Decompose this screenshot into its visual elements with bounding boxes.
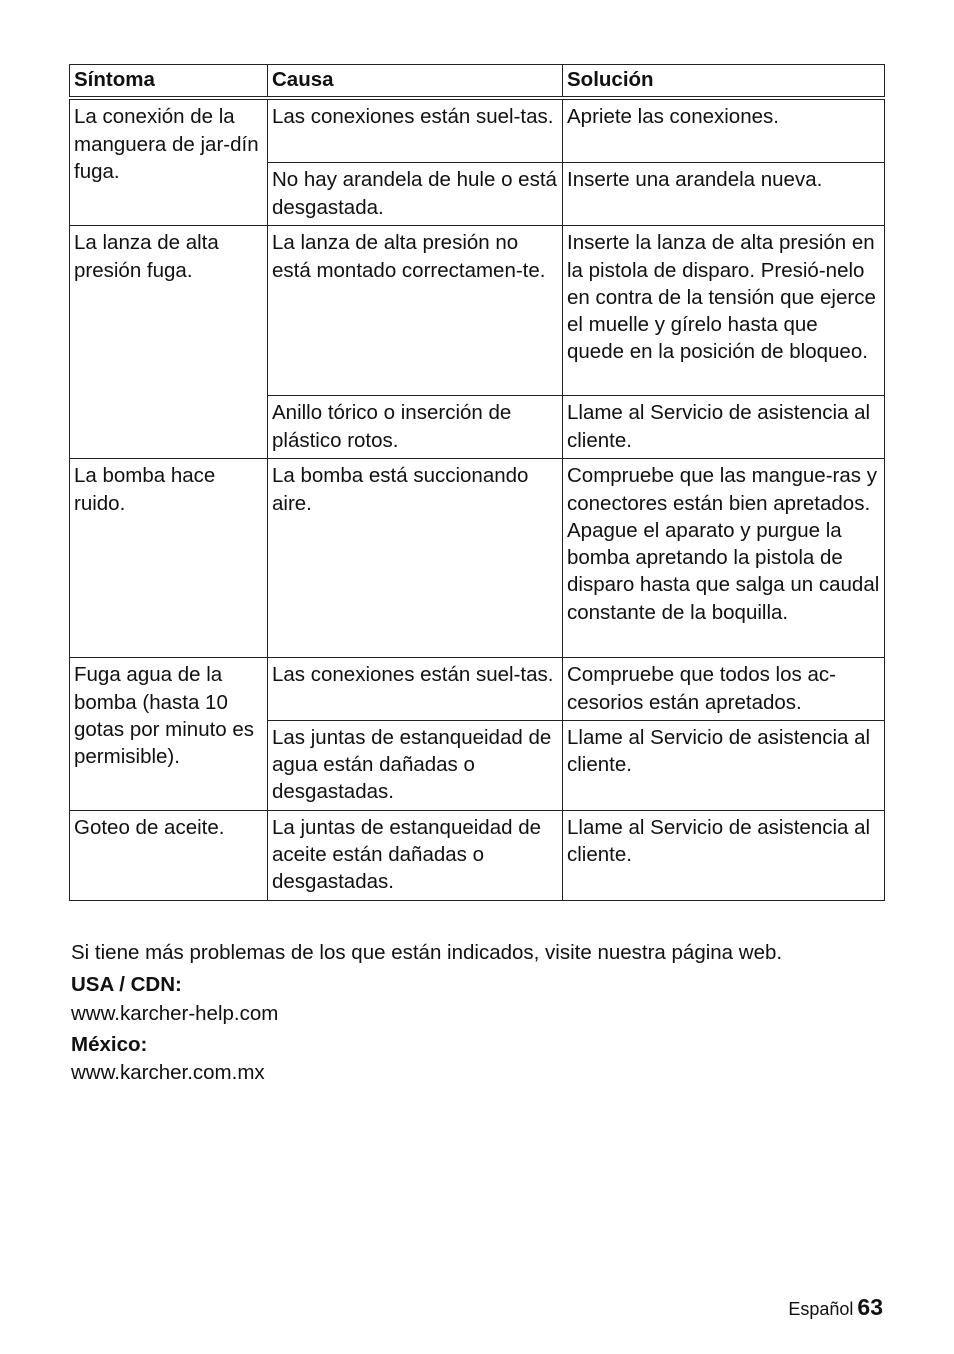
page-footer: [788, 1294, 883, 1321]
table-row: [70, 226, 885, 396]
solution-cell: Inserte una arandela nueva.: [563, 163, 885, 226]
solution-cell: Apriete las conexiones.: [563, 98, 885, 163]
table-row: [70, 658, 885, 721]
cause-cell: Las juntas de estanqueidad de agua están dañadas o desgastadas.: [268, 720, 563, 810]
symptom-cell: La bomba hace ruido.: [70, 459, 268, 658]
solution-cell: Llame al Servicio de asistencia al cliente.: [563, 810, 885, 900]
header-symptom: Síntoma: [70, 65, 268, 99]
header-cause: Causa: [268, 65, 563, 99]
page-number: 63: [857, 1294, 883, 1320]
symptom-cell: La conexión de la manguera de jar-dín fuga.: [70, 98, 268, 226]
mexico-website-link[interactable]: www.karcher.com.mx: [71, 1061, 265, 1084]
mexico-label: México:: [71, 1033, 148, 1056]
cause-cell: No hay arandela de hule o está desgastada.: [268, 163, 563, 226]
solution-cell: Llame al Servicio de asistencia al cliente.: [563, 720, 885, 810]
symptom-cell: Goteo de aceite.: [70, 810, 268, 900]
table-row: [70, 98, 885, 163]
symptom-cell: La lanza de alta presión fuga.: [70, 226, 268, 459]
symptom-cell: Fuga agua de la bomba (hasta 10 gotas por minuto es permisible).: [70, 658, 268, 811]
table-row: [70, 810, 885, 900]
cause-cell: La bomba está succionando aire.: [268, 459, 563, 658]
cause-cell: La lanza de alta presión no está montado correctamen-te.: [268, 226, 563, 396]
table-row: [70, 459, 885, 658]
cause-cell: Anillo tórico o inserción de plástico rotos.: [268, 396, 563, 459]
cause-cell: Las conexiones están suel-tas.: [268, 658, 563, 721]
solution-cell: Llame al Servicio de asistencia al cliente.: [563, 396, 885, 459]
header-solution: Solución: [563, 65, 885, 99]
solution-cell: Inserte la lanza de alta presión en la pistola de disparo. Presió-nelo en contra de la tensión que ejerce el muelle y gírelo hasta que quede en la posición de bloqueo.: [563, 226, 885, 396]
usa-label: USA / CDN:: [71, 973, 182, 996]
help-note: Si tiene más problemas de los que están indicados, visite nuestra página web.: [71, 941, 783, 964]
table-header-row: [70, 65, 885, 99]
cause-cell: La juntas de estanqueidad de aceite están dañadas o desgastadas.: [268, 810, 563, 900]
solution-cell: Compruebe que todos los ac-cesorios están apretados.: [563, 658, 885, 721]
solution-cell: Compruebe que las mangue-ras y conectores están bien apretados. Apague el aparato y purgue la bomba apretando la pistola de disparo hasta que salga un caudal constante de la boquilla.: [563, 459, 885, 658]
usa-website-link[interactable]: www.karcher-help.com: [71, 1002, 279, 1025]
troubleshooting-table: [69, 64, 885, 901]
page-language: Español: [788, 1299, 854, 1319]
cause-cell: Las conexiones están suel-tas.: [268, 98, 563, 163]
